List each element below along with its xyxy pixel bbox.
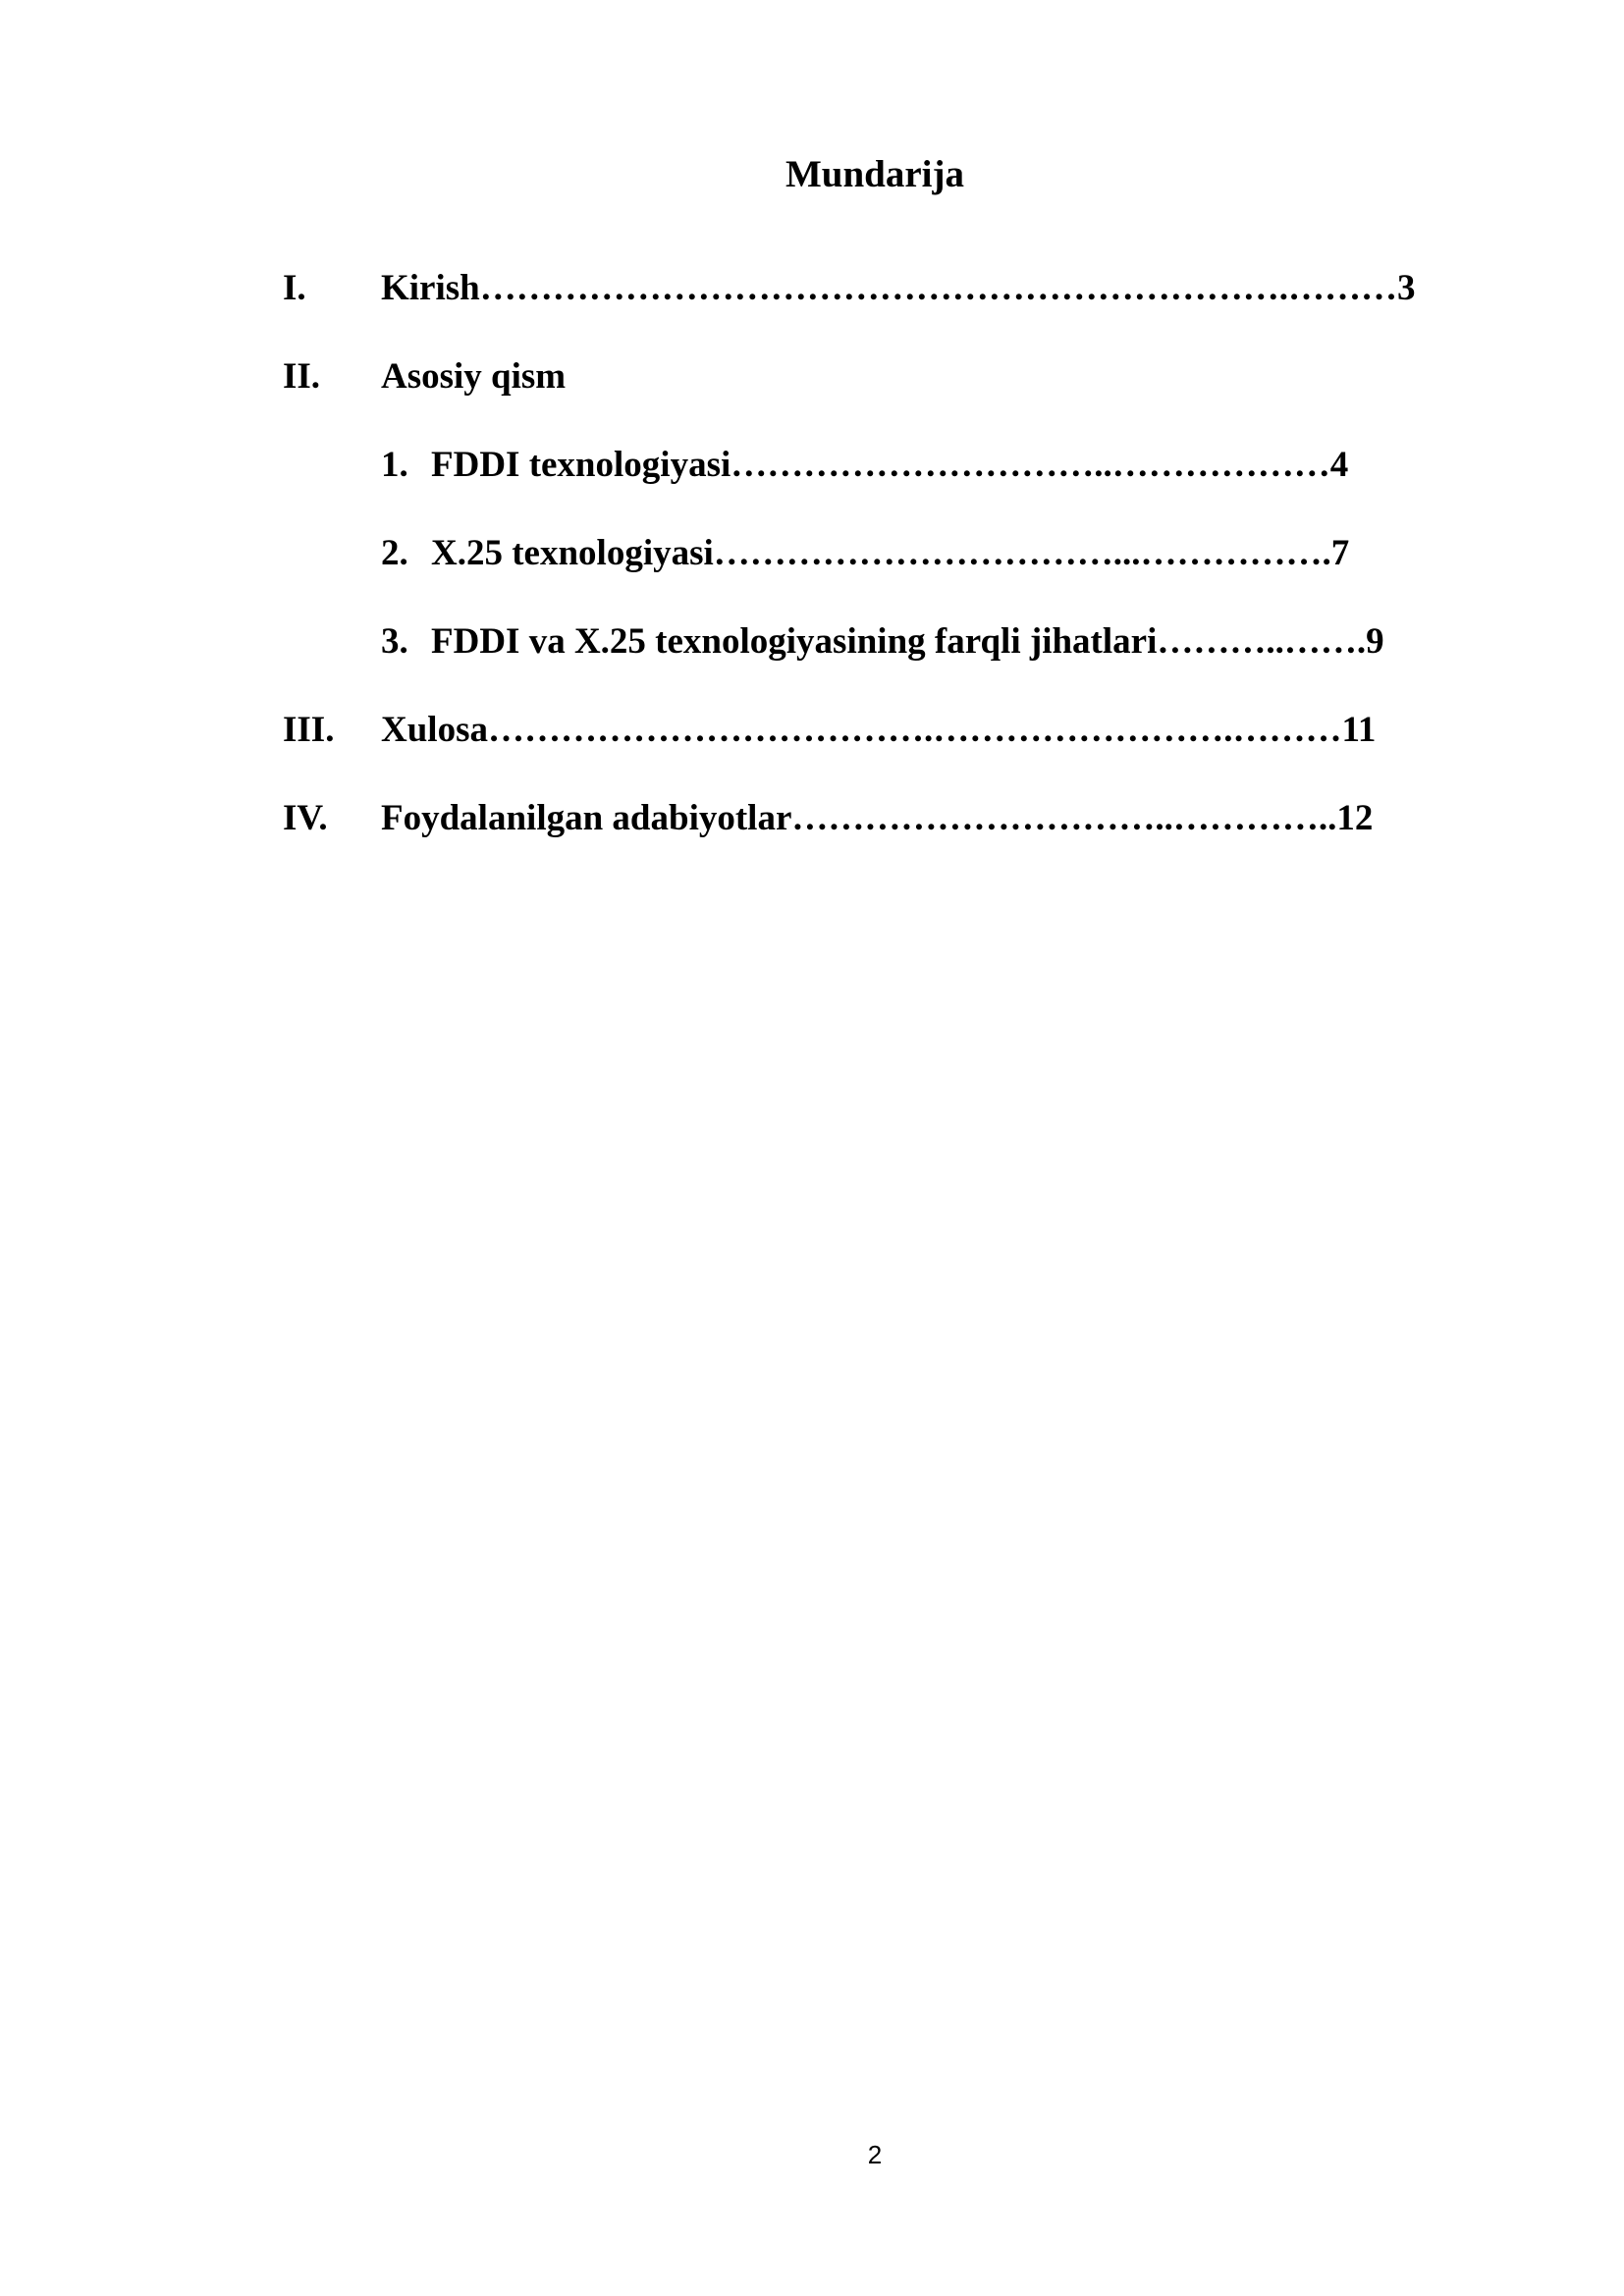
toc-subentry-number: 3.	[381, 621, 408, 662]
toc-numeral: II.	[283, 356, 321, 397]
toc-subentry-x25[interactable]	[381, 531, 1349, 576]
toc-subentry-text: FDDI texnologiyasi…………………………..………………4	[431, 445, 1349, 485]
page-title: Mundarija	[785, 153, 964, 195]
toc-subentry-differences[interactable]	[381, 619, 1384, 665]
toc-subentry-fddi[interactable]	[381, 443, 1348, 488]
toc-entry-text[interactable]: Foydalanilgan adabiyotlar…………………………..…………..12	[381, 798, 1374, 838]
toc-numeral: I.	[283, 268, 306, 308]
toc-entry-text[interactable]: Kirish………………………………………………………….………3	[381, 268, 1416, 308]
page-number: 2	[867, 2140, 883, 2169]
toc-numeral: IV.	[283, 798, 328, 838]
toc-subentry-number: 2.	[381, 533, 408, 573]
toc-subentry-text: X.25 texnologiyasi……………………………...…………….7	[431, 533, 1350, 573]
toc-numeral: III.	[283, 710, 335, 750]
toc-entry-text[interactable]: Xulosa……………………………….…………………….………11	[381, 710, 1377, 750]
toc-entry-text[interactable]: Asosiy qism	[381, 356, 567, 397]
toc-subentry-number: 1.	[381, 445, 408, 485]
toc-subentry-text: FDDI va X.25 texnologiyasining farqli jihatlari………..…….9	[431, 621, 1384, 662]
